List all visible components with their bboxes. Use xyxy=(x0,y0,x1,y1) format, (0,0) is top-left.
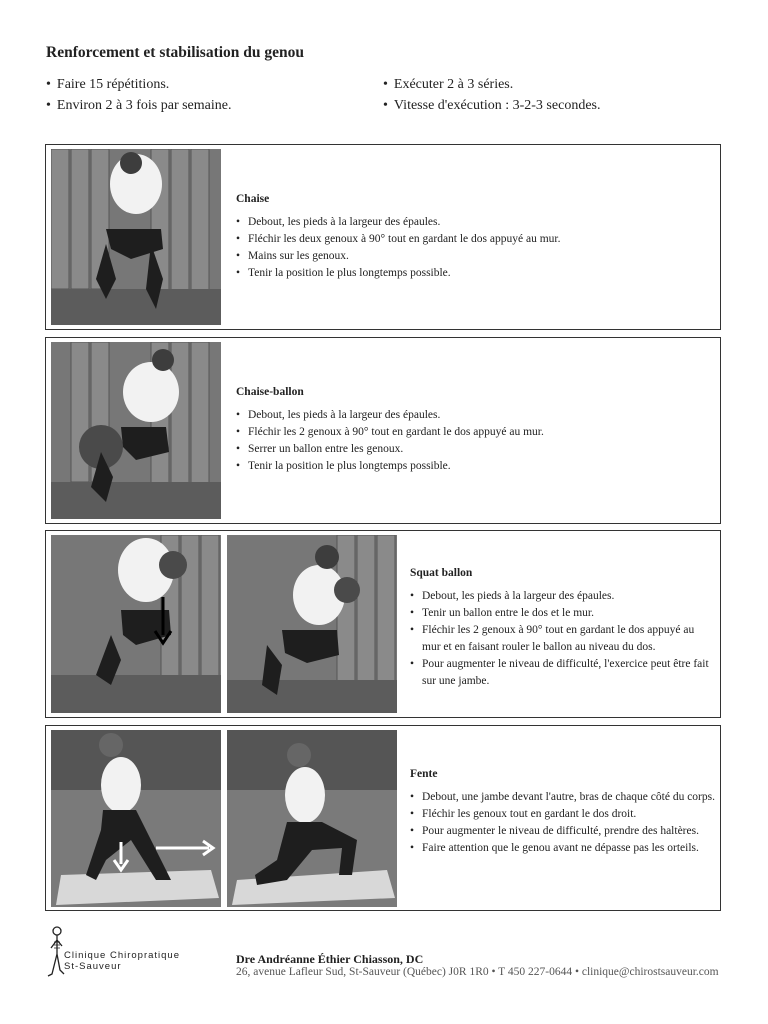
exercise-name: Squat ballon xyxy=(410,567,473,579)
exercise-bullet: • Serrer un ballon entre les genoux. xyxy=(236,441,706,458)
exercise-bullet: • Mains sur les genoux. xyxy=(236,248,706,265)
exercise-text xyxy=(410,766,715,857)
clinic-address: 26, avenue Lafleur Sud, St-Sauveur (Québec) J0R 1R0 • T 450 227-0644 • clinique@chirostsauveur.com xyxy=(236,966,719,978)
exercise-bullet: • Tenir la position le plus longtemps possible. xyxy=(236,265,706,282)
exercise-bullet: • Fléchir les genoux tout en gardant le dos droit. xyxy=(410,806,715,823)
exercise-bullet: • Debout, les pieds à la largeur des épaules. xyxy=(236,214,706,231)
exercise-bullet: • Tenir la position le plus longtemps possible. xyxy=(236,458,706,475)
intro-bullets-right xyxy=(383,74,600,116)
intro-bullet: • Vitesse d'exécution : 3-2-3 secondes. xyxy=(383,95,600,116)
exercise-photo xyxy=(227,535,397,713)
intro-bullets-left xyxy=(46,74,231,116)
intro-bullet: • Faire 15 répétitions. xyxy=(46,74,231,95)
exercise-bullet: • Debout, les pieds à la largeur des épaules. xyxy=(236,407,706,424)
exercise-photo xyxy=(51,535,221,713)
clinic-logo xyxy=(46,926,216,976)
logo-text xyxy=(64,950,180,972)
exercise-photo xyxy=(227,730,397,907)
exercise-photo xyxy=(51,342,221,519)
exercise-photo xyxy=(51,149,221,325)
exercise-bullet: • Debout, les pieds à la largeur des épaules. xyxy=(410,588,715,605)
logo-line: St-Sauveur xyxy=(64,961,122,972)
exercise-card-chaise-ballon xyxy=(45,337,721,524)
exercise-bullet: • Fléchir les deux genoux à 90° tout en gardant le dos appuyé au mur. xyxy=(236,231,706,248)
exercise-bullet: • Faire attention que le genou avant ne dépasse pas les orteils. xyxy=(410,840,715,857)
page-title: Renforcement et stabilisation du genou xyxy=(46,44,305,61)
exercise-bullet: • Debout, une jambe devant l'autre, bras de chaque côté du corps. xyxy=(410,789,715,806)
doctor-name: Dre Andréanne Éthier Chiasson, DC xyxy=(236,952,424,966)
exercise-card-fente xyxy=(45,725,721,911)
exercise-text xyxy=(236,384,706,475)
exercise-name: Chaise-ballon xyxy=(236,386,304,398)
exercise-bullet: • Fléchir les 2 genoux à 90° tout en gardant le dos appuyé au mur et en faisant rouler le ballon au niveau du dos. xyxy=(410,622,715,656)
exercise-card-squat-ballon xyxy=(45,530,721,718)
exercise-bullet: • Pour augmenter le niveau de difficulté, prendre des haltères. xyxy=(410,823,715,840)
exercise-text xyxy=(236,191,706,282)
exercise-photo xyxy=(51,730,221,907)
logo-line: Clinique Chiropratique xyxy=(64,950,180,961)
intro-bullet: • Environ 2 à 3 fois par semaine. xyxy=(46,95,231,116)
exercise-bullet: • Pour augmenter le niveau de difficulté, l'exercice peut être fait sur une jambe. xyxy=(410,656,715,690)
exercise-card-chaise xyxy=(45,144,721,330)
exercise-name: Fente xyxy=(410,768,438,780)
skeleton-figure-icon xyxy=(46,926,66,978)
exercise-bullet: • Fléchir les 2 genoux à 90° tout en gardant le dos appuyé au mur. xyxy=(236,424,706,441)
intro-bullet: • Exécuter 2 à 3 séries. xyxy=(383,74,600,95)
exercise-name: Chaise xyxy=(236,193,270,205)
exercise-text xyxy=(410,565,715,690)
exercise-bullet: • Tenir un ballon entre le dos et le mur. xyxy=(410,605,715,622)
